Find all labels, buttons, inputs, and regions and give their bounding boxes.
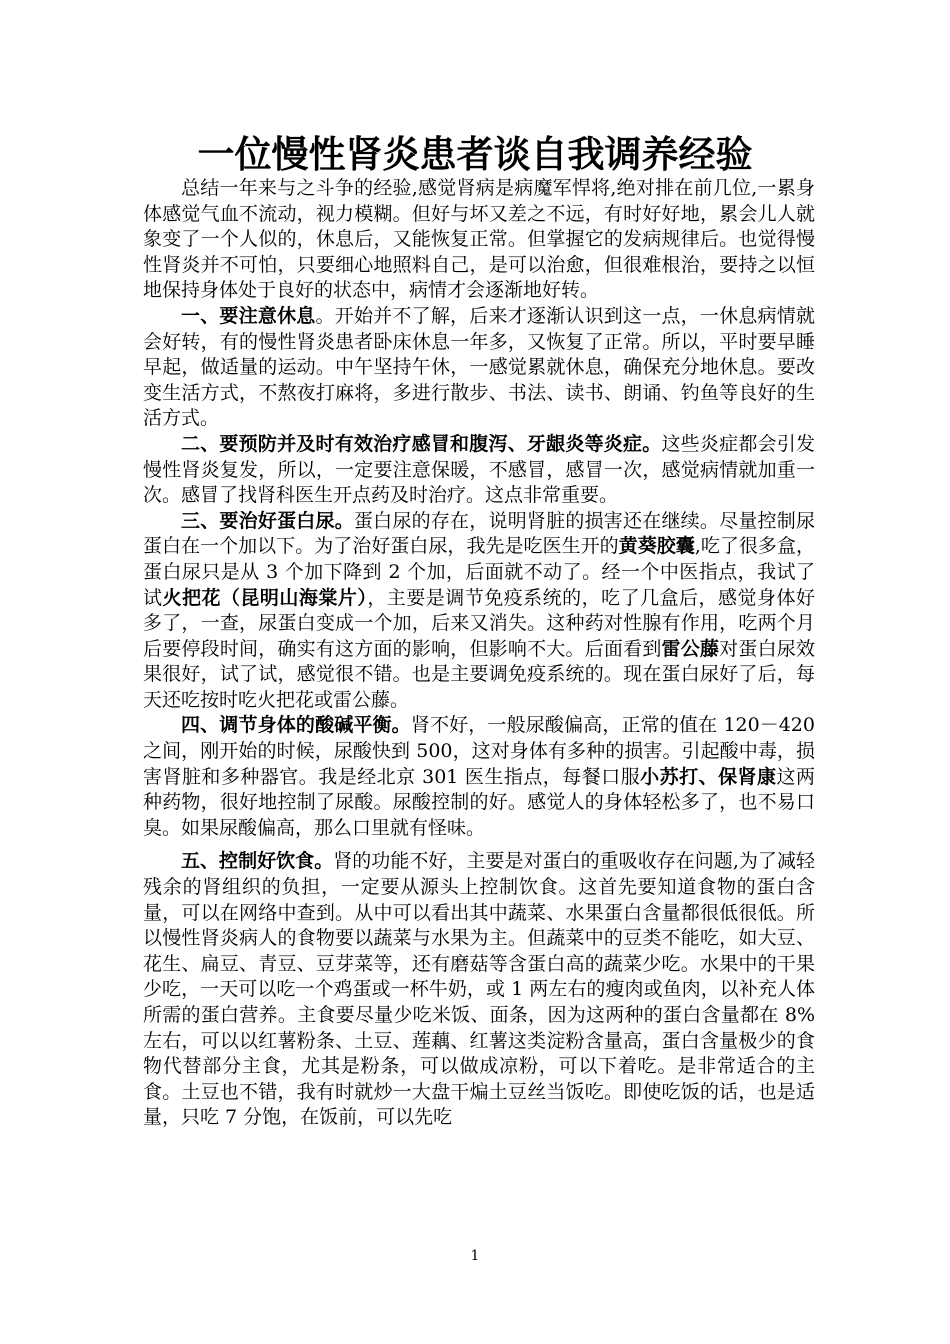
section-rest-paragraph [143,304,815,432]
section-proteinuria-text-4: 对蛋白尿效果很好，试了试，感觉很不错。也是主要调免疫系统的。现在蛋白尿好了后，每天还吃按时吃火把花或雷公藤。 [143,637,815,711]
section-proteinuria-paragraph [143,509,815,714]
intro-paragraph: 总结一年来与之斗争的经验,感觉肾病是病魔军悍将,绝对排在前几位,一累身体感觉气血不流动，视力模糊。但好与坏又差之不远，有时好好地，累会儿人就象变了一个人似的，休息后，又能恢复正常。但掌握它的发病规律后。也觉得慢性肾炎并不可怕，只要细心地照料自己，是可以治愈，但很难根治，要持之以恒地保持身体处于良好的状态中，病情才会逐渐地好转。 [143,177,815,302]
section-acid-base-text-2: 这两种药物，很好地控制了尿酸。尿酸控制的好。感觉人的身体轻松多了，也不易口臭。如果尿酸偏高，那么口里就有怪味。 [143,765,815,839]
section-proteinuria-text-2: ,吃了很多盒，蛋白尿只是从 3 个加下降到 2 个加，后面就不动了。经一个中医指点，我试了试 [143,535,815,609]
section-diet-paragraph [143,849,815,1131]
drug-name-3: 雷公藤 [661,637,720,660]
document-title: 一位慢性肾炎患者谈自我调养经验 [197,132,753,176]
drug-name-1: 黄葵胶囊 [618,535,695,558]
section-infection-text: 这些炎症都会引发慢性肾炎复发，所以，一定要注意保暖，不感冒，感冒一次，感觉病情就加重一次。感冒了找肾科医生开点药及时治疗。这点非常重要。 [143,432,815,507]
section-acid-base-heading: 四、调节身体的酸碱平衡。 [181,714,411,737]
drug-name-2: 火把花（昆明山海棠片） [162,586,368,609]
section-diet-text: 肾的功能不好，主要是对蛋白的重吸收存在问题,为了减轻残余的肾组织的负担，一定要从源头上控制饮食。这首先要知道食物的蛋白含量，可以在网络中查到。从中可以看出其中蔬菜、水果蛋白含量都很低很低。所以慢性肾炎病人的食物要以蔬菜与水果为主。但蔬菜中的豆类不能吃，如大豆、花生、扁豆、青豆、豆芽菜等，还有磨菇等含蛋白高的蔬菜少吃。水果中的干果少吃，一天可以吃一个鸡蛋或一杯牛奶，或 1 两左右的瘦肉或鱼肉，以补充人体所需的蛋白营养。主食要尽量少吃米饭、面条，因为这两种的蛋白含量都在 8%左右，可以以红薯粉条、土豆、莲藕、红薯这类淀粉含量高，蛋白含量极少的食物代替部分主食，尤其是粉条，可以做成凉粉，可以下着吃。是非常适合的主食。土豆也不错，我有时就炒一大盘干煸土豆丝当饭吃。即使吃饭的话，也是适量，只吃 7 分饱，在饭前，可以先吃 [143,850,815,1129]
section-proteinuria-text-1: 蛋白尿的存在，说明肾脏的损害还在继续。尽量控制尿蛋白在一个加以下。为了治好蛋白尿，我先是吃医生开的 [143,509,815,558]
section-rest-text: 。开始并不了解，后来才逐渐认识到这一点，一休息病情就会好转，有的慢性肾炎患者卧床休息一年多，又恢复了正常。所以，平时要早睡早起，做适量的运动。中午坚持午休，一感觉累就休息，确保充分地休息。要改变生活方式，不熬夜打麻将，多进行散步、书法、读书、朗诵、钓鱼等良好的生活方式。 [143,304,815,430]
section-acid-base-text-1: 肾不好，一般尿酸偏高，正常的值在 120－420 之间，刚开始的时候，尿酸快到 500，这对身体有多种的损害。引起酸中毒，损害肾脏和多种器官。我是经北京 301 医生指点，每餐口服 [143,714,815,788]
section-rest-heading: 一、要注意休息 [181,304,316,327]
section-proteinuria-text-3: ，主要是调节免疫系统的，吃了几盒后，感觉身体好多了，一查，尿蛋白变成一个加，后来又消失。这种药对性腺有作用，吃两个月后要停段时间，确实有这方面的影响，但影响不大。后面看到 [143,586,815,660]
section-infection-paragraph [143,432,815,509]
section-infection-heading: 二、要预防并及时有效治疗感冒和腹泻、牙龈炎等炎症。 [181,432,662,455]
document-body [143,176,815,1131]
section-acid-base-paragraph [143,713,815,841]
page-number: 1 [470,1248,480,1264]
section-diet-heading: 五、控制好饮食。 [181,850,334,873]
drug-name-4: 小苏打、保肾康 [640,765,777,788]
section-proteinuria-heading: 三、要治好蛋白尿。 [181,509,354,532]
